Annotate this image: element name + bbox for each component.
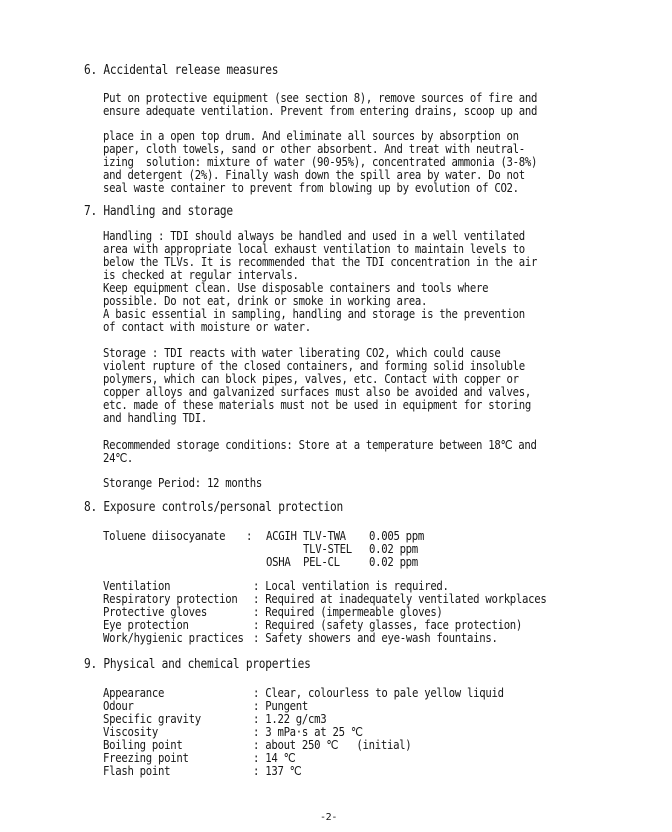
property-value: : 137 ℃ [253,763,302,778]
control-value: : Safety showers and eye-wash fountains. [253,630,498,645]
property-label: Appearance [103,685,165,700]
s7-conditions-line: Recommended storage conditions: Store at a temperature between 18℃ and [103,437,537,452]
s7-handling-line: of contact with moisture or water. [103,319,311,334]
property-label: Odour [103,698,134,713]
s7-handling-line: possible. Do not eat, drink or smoke in working area. [103,293,428,308]
limit-value: 0.02 ppm [369,554,418,569]
s6-p2-line: and detergent (2%). Finally wash down the spill area by water. Do not [103,167,525,182]
control-label: Ventilation [103,578,171,593]
s7-storage-line: violent rupture of the closed containers, and forming solid insoluble [103,358,525,373]
s6-p2-line: place in a open top drum. And eliminate all sources by absorption on [103,128,519,143]
s7-handling-line: below the TLVs. It is recommended that the TDI concentration in the air [103,254,538,269]
limit-org: ACGIH [266,528,297,543]
property-value: : 3 mPa·s at 25 ℃ [253,724,363,739]
limit-type: PEL-CL [303,554,340,569]
limit-type: TLV-TWA [303,528,346,543]
page-number: -2- [320,812,338,823]
s7-handling-line: Handling : TDI should always be handled and used in a well ventilated [103,228,525,243]
limit-value: 0.005 ppm [369,528,425,543]
s7-conditions-line: 24℃. [103,450,134,465]
s7-storage-line: polymers, which can block pipes, valves, etc. Contact with copper or [103,371,519,386]
s7-handling-line: area with appropriate local exhaust ventilation to maintain levels to [103,241,525,256]
limit-type: TLV-STEL [303,541,352,556]
s7-handling-line: is checked at regular intervals. [103,267,299,282]
s7-storage-line: etc. made of these materials must not be used in equipment for storing [103,397,532,412]
s6-p2-line: izing solution: mixture of water (90-95%), concentrated ammonia (3-8%) [103,154,538,169]
property-label: Specific gravity [103,711,201,726]
s7-storage-line: copper alloys and galvanized surfaces must also be avoided and valves, [103,384,532,399]
property-value: : Pungent [253,698,309,713]
property-value: : Clear, colourless to pale yellow liquid [253,685,504,700]
section-7-heading: 7. Handling and storage [84,204,233,219]
control-label: Protective gloves [103,604,207,619]
property-label: Viscosity [103,724,159,739]
limit-value: 0.02 ppm [369,541,418,556]
s7-storage-period: Storange Period: 12 months [103,475,262,490]
control-label: Eye protection [103,617,189,632]
limit-org: OSHA [266,554,291,569]
control-label: Respiratory protection [103,591,238,606]
property-label: Flash point [103,763,171,778]
control-value: : Required at inadequately ventilated workplaces [253,591,547,606]
property-label: Freezing point [103,750,189,765]
section-6-heading: 6. Accidental release measures [84,63,279,78]
property-value: : about 250 ℃ (initial) [253,737,412,752]
s6-p2-line: seal waste container to prevent from blowing up by evolution of CO2. [103,180,519,195]
s7-handling-line: Keep equipment clean. Use disposable containers and tools where [103,280,489,295]
section-8-heading: 8. Exposure controls/personal protection [84,500,343,515]
s7-storage-line: and handling TDI. [103,410,207,425]
s7-handling-line: A basic essential in sampling, handling and storage is the prevention [103,306,525,321]
control-label: Work/hygienic practices [103,630,244,645]
control-value: : Required (impermeable gloves) [253,604,443,619]
s6-p2-line: paper, cloth towels, sand or other absorbent. And treat with neutral- [103,141,525,156]
limit-colon: : [246,528,253,543]
control-value: : Required (safety glasses, face protection) [253,617,523,632]
s6-p1-line: Put on protective equipment (see section 8), remove sources of fire and [103,90,538,105]
tdi-label: Toluene diisocyanate [103,528,226,543]
s7-storage-line: Storage : TDI reacts with water liberating CO2, which could cause [103,345,501,360]
control-value: : Local ventilation is required. [253,578,449,593]
property-value: : 1.22 g/cm3 [253,711,327,726]
property-value: : 14 ℃ [253,750,296,765]
s6-p1-line: ensure adequate ventilation. Prevent from entering drains, scoop up and [103,103,538,118]
property-label: Boiling point [103,737,183,752]
section-9-heading: 9. Physical and chemical properties [84,657,311,672]
